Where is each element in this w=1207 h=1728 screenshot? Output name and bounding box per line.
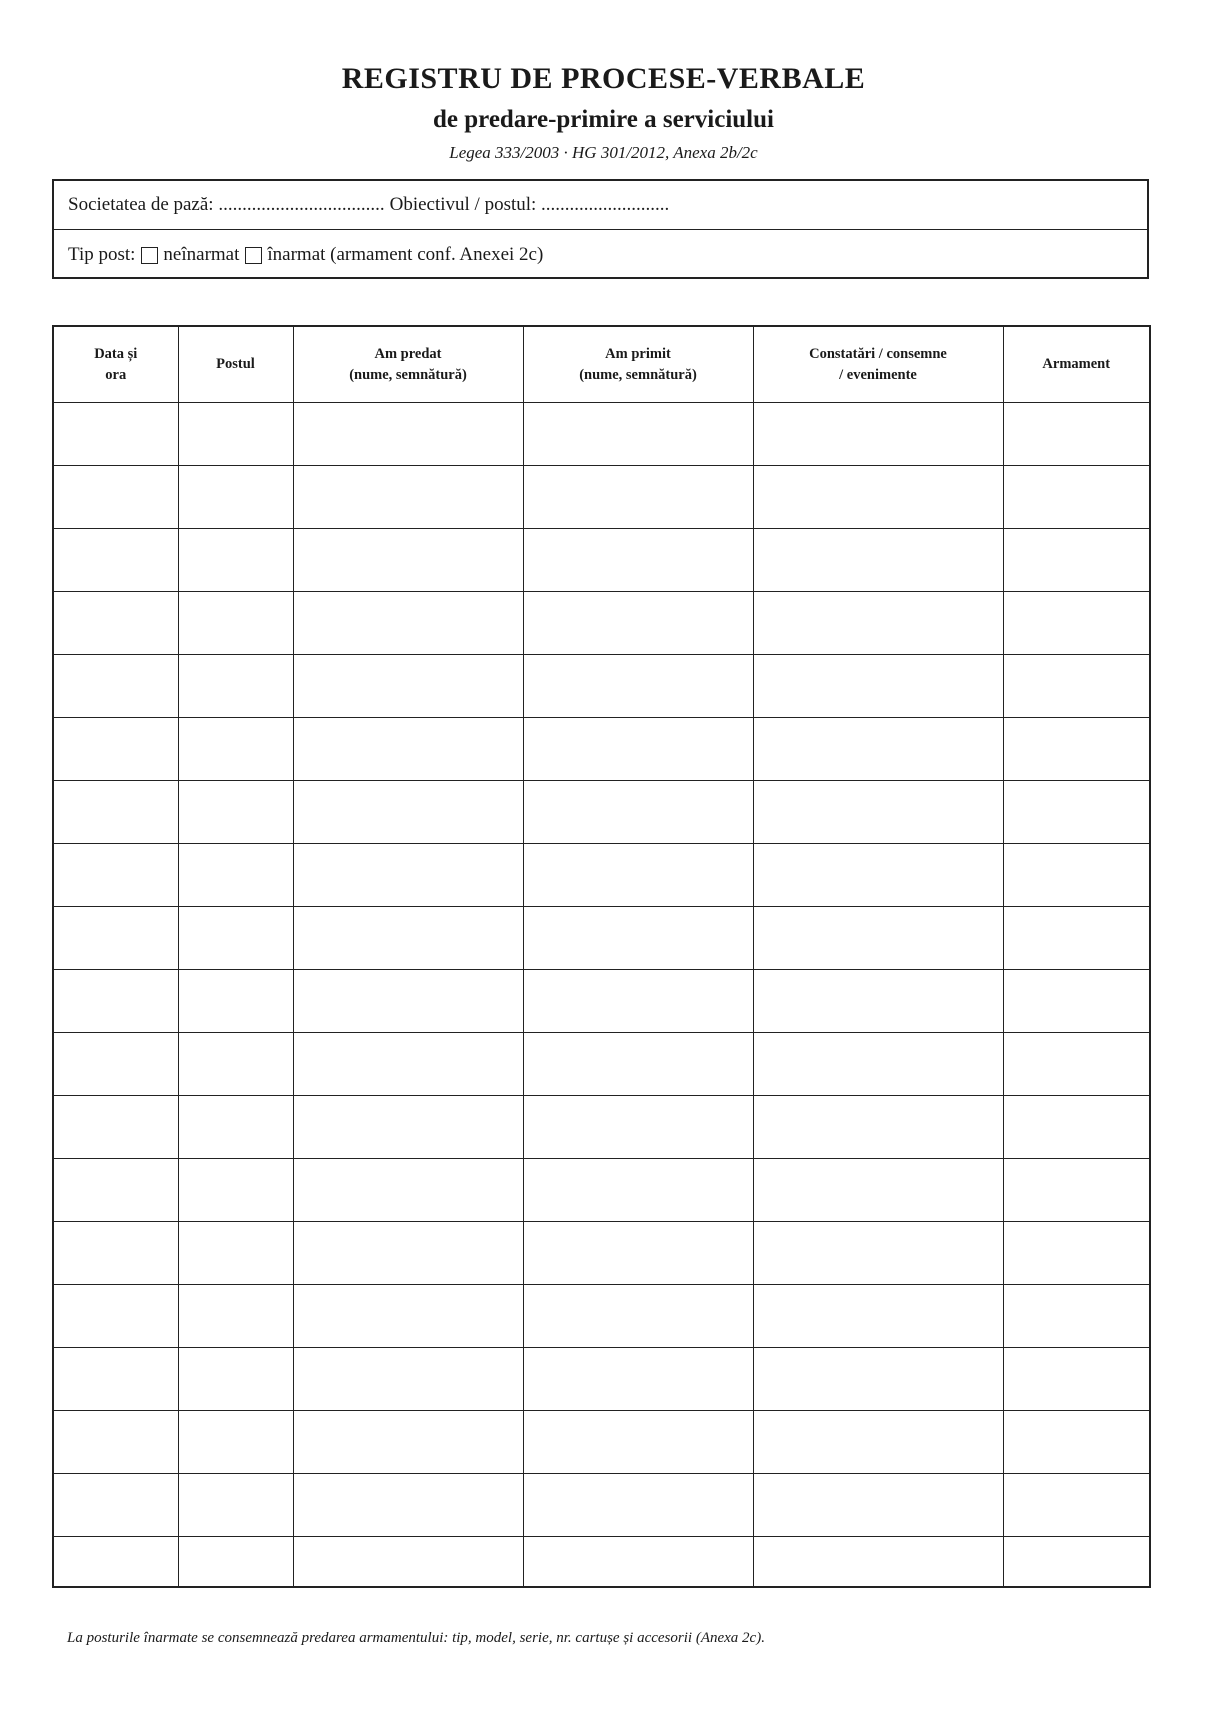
document-title: REGISTRU DE PROCESE-VERBALE — [341, 62, 866, 95]
cell-handed-over[interactable] — [293, 907, 523, 970]
cell-handed-over[interactable] — [293, 718, 523, 781]
cell-handed-over[interactable] — [293, 466, 523, 529]
cell-received[interactable] — [523, 1159, 753, 1222]
cell-findings[interactable] — [753, 1285, 1003, 1348]
cell-armament[interactable] — [1003, 1096, 1150, 1159]
table-row — [53, 655, 1150, 718]
cell-findings[interactable] — [753, 1096, 1003, 1159]
cell-armament[interactable] — [1003, 907, 1150, 970]
cell-findings[interactable] — [753, 529, 1003, 592]
cell-date[interactable] — [53, 781, 178, 844]
table-row — [53, 907, 1150, 970]
column-header-date: Data și ora — [53, 326, 178, 403]
cell-handed-over[interactable] — [293, 592, 523, 655]
cell-post[interactable] — [178, 1033, 293, 1096]
cell-handed-over[interactable] — [293, 1033, 523, 1096]
table-row — [53, 1222, 1150, 1285]
unarmed-label: neînarmat — [163, 243, 240, 265]
cell-date[interactable] — [53, 1474, 178, 1537]
cell-post[interactable] — [178, 403, 293, 466]
register-table — [52, 325, 1151, 1588]
column-header-armament: Armament — [1003, 326, 1150, 403]
cell-post[interactable] — [178, 1474, 293, 1537]
cell-post[interactable] — [178, 1348, 293, 1411]
cell-received[interactable] — [523, 655, 753, 718]
cell-received[interactable] — [523, 466, 753, 529]
cell-post[interactable] — [178, 781, 293, 844]
cell-date[interactable] — [53, 1159, 178, 1222]
cell-findings[interactable] — [753, 1222, 1003, 1285]
cell-handed-over[interactable] — [293, 1411, 523, 1474]
armed-label: înarmat (armament conf. Anexei 2c) — [267, 243, 544, 265]
cell-armament[interactable] — [1003, 466, 1150, 529]
cell-armament[interactable] — [1003, 718, 1150, 781]
cell-date[interactable] — [53, 1033, 178, 1096]
table-row — [53, 403, 1150, 466]
table-row — [53, 529, 1150, 592]
cell-post[interactable] — [178, 1159, 293, 1222]
cell-received[interactable] — [523, 1474, 753, 1537]
cell-post[interactable] — [178, 718, 293, 781]
table-row — [53, 1285, 1150, 1348]
post-type-label: Tip post: — [68, 243, 136, 265]
cell-findings[interactable] — [753, 592, 1003, 655]
cell-armament[interactable] — [1003, 1537, 1150, 1588]
table-row — [53, 1033, 1150, 1096]
cell-received[interactable] — [523, 1222, 753, 1285]
cell-received[interactable] — [523, 529, 753, 592]
cell-date[interactable] — [53, 1285, 178, 1348]
cell-received[interactable] — [523, 718, 753, 781]
cell-post[interactable] — [178, 970, 293, 1033]
cell-post[interactable] — [178, 844, 293, 907]
cell-armament[interactable] — [1003, 529, 1150, 592]
cell-post[interactable] — [178, 1285, 293, 1348]
cell-findings[interactable] — [753, 970, 1003, 1033]
column-header-handed-over: Am predat (nume, semnătură) — [293, 326, 523, 403]
cell-received[interactable] — [523, 1033, 753, 1096]
table-row — [53, 592, 1150, 655]
table-row — [53, 1159, 1150, 1222]
cell-received[interactable] — [523, 403, 753, 466]
cell-date[interactable] — [53, 907, 178, 970]
cell-post[interactable] — [178, 466, 293, 529]
cell-date[interactable] — [53, 655, 178, 718]
cell-date[interactable] — [53, 529, 178, 592]
cell-armament[interactable] — [1003, 1411, 1150, 1474]
cell-received[interactable] — [523, 781, 753, 844]
cell-post[interactable] — [178, 592, 293, 655]
cell-armament[interactable] — [1003, 1222, 1150, 1285]
table-row — [53, 1096, 1150, 1159]
cell-date[interactable] — [53, 466, 178, 529]
cell-received[interactable] — [523, 844, 753, 907]
info-box — [52, 179, 1149, 279]
cell-received[interactable] — [523, 970, 753, 1033]
info-row-company — [54, 181, 1147, 230]
cell-received[interactable] — [523, 1096, 753, 1159]
cell-date[interactable] — [53, 718, 178, 781]
cell-findings[interactable] — [753, 1411, 1003, 1474]
cell-handed-over[interactable] — [293, 781, 523, 844]
cell-armament[interactable] — [1003, 1348, 1150, 1411]
cell-armament[interactable] — [1003, 1474, 1150, 1537]
cell-date[interactable] — [53, 403, 178, 466]
table-row — [53, 844, 1150, 907]
column-header-post: Postul — [178, 326, 293, 403]
cell-post[interactable] — [178, 907, 293, 970]
cell-handed-over[interactable] — [293, 1474, 523, 1537]
cell-handed-over[interactable] — [293, 1096, 523, 1159]
cell-post[interactable] — [178, 529, 293, 592]
cell-date[interactable] — [53, 970, 178, 1033]
cell-findings[interactable] — [753, 1348, 1003, 1411]
cell-findings[interactable] — [753, 403, 1003, 466]
cell-received[interactable] — [523, 1285, 753, 1348]
cell-findings[interactable] — [753, 466, 1003, 529]
cell-findings[interactable] — [753, 844, 1003, 907]
cell-received[interactable] — [523, 1537, 753, 1588]
cell-handed-over[interactable] — [293, 529, 523, 592]
table-body — [53, 403, 1150, 1588]
cell-handed-over[interactable] — [293, 844, 523, 907]
cell-armament[interactable] — [1003, 655, 1150, 718]
cell-findings[interactable] — [753, 781, 1003, 844]
cell-post[interactable] — [178, 655, 293, 718]
cell-armament[interactable] — [1003, 592, 1150, 655]
column-header-findings: Constatări / consemne / evenimente — [753, 326, 1003, 403]
info-row-post-type — [54, 230, 1147, 279]
armed-checkbox[interactable] — [245, 247, 262, 264]
cell-findings[interactable] — [753, 1474, 1003, 1537]
cell-armament[interactable] — [1003, 1159, 1150, 1222]
cell-handed-over[interactable] — [293, 1537, 523, 1588]
cell-date[interactable] — [53, 592, 178, 655]
law-reference: Legea 333/2003 · HG 301/2012, Anexa 2b/2c — [449, 143, 758, 162]
cell-findings[interactable] — [753, 907, 1003, 970]
table-row — [53, 1474, 1150, 1537]
table-row — [53, 1348, 1150, 1411]
cell-received[interactable] — [523, 1348, 753, 1411]
unarmed-checkbox[interactable] — [141, 247, 158, 264]
cell-findings[interactable] — [753, 1159, 1003, 1222]
cell-handed-over[interactable] — [293, 1348, 523, 1411]
cell-findings[interactable] — [753, 1033, 1003, 1096]
cell-handed-over[interactable] — [293, 403, 523, 466]
objective-field[interactable]: Obiectivul / postul: ........................... — [389, 194, 670, 215]
cell-armament[interactable] — [1003, 781, 1150, 844]
cell-handed-over[interactable] — [293, 1222, 523, 1285]
company-field[interactable]: Societatea de pază: ................................... — [68, 194, 385, 215]
footnote: La posturile înarmate se consemnează predarea armamentului: tip, model, serie, nr. cartușe și accesorii (Anexa 2c). — [67, 1630, 765, 1646]
cell-handed-over[interactable] — [293, 1285, 523, 1348]
cell-date[interactable] — [53, 1222, 178, 1285]
cell-received[interactable] — [523, 592, 753, 655]
table-header-row — [53, 326, 1150, 403]
cell-armament[interactable] — [1003, 1285, 1150, 1348]
cell-received[interactable] — [523, 907, 753, 970]
cell-post[interactable] — [178, 1411, 293, 1474]
cell-date[interactable] — [53, 1411, 178, 1474]
table-row — [53, 718, 1150, 781]
table-row — [53, 1537, 1150, 1588]
cell-armament[interactable] — [1003, 970, 1150, 1033]
cell-handed-over[interactable] — [293, 1159, 523, 1222]
cell-armament[interactable] — [1003, 1033, 1150, 1096]
cell-armament[interactable] — [1003, 844, 1150, 907]
column-header-received: Am primit (nume, semnătură) — [523, 326, 753, 403]
cell-post[interactable] — [178, 1222, 293, 1285]
cell-date[interactable] — [53, 1348, 178, 1411]
cell-received[interactable] — [523, 1411, 753, 1474]
table-row — [53, 466, 1150, 529]
cell-handed-over[interactable] — [293, 970, 523, 1033]
cell-post[interactable] — [178, 1096, 293, 1159]
cell-date[interactable] — [53, 844, 178, 907]
document-subtitle: de predare-primire a serviciului — [433, 106, 774, 133]
cell-findings[interactable] — [753, 1537, 1003, 1588]
cell-post[interactable] — [178, 1537, 293, 1588]
table-row — [53, 1411, 1150, 1474]
table-row — [53, 970, 1150, 1033]
cell-handed-over[interactable] — [293, 655, 523, 718]
cell-findings[interactable] — [753, 718, 1003, 781]
cell-armament[interactable] — [1003, 403, 1150, 466]
cell-date[interactable] — [53, 1096, 178, 1159]
cell-date[interactable] — [53, 1537, 178, 1588]
table-row — [53, 781, 1150, 844]
cell-findings[interactable] — [753, 655, 1003, 718]
